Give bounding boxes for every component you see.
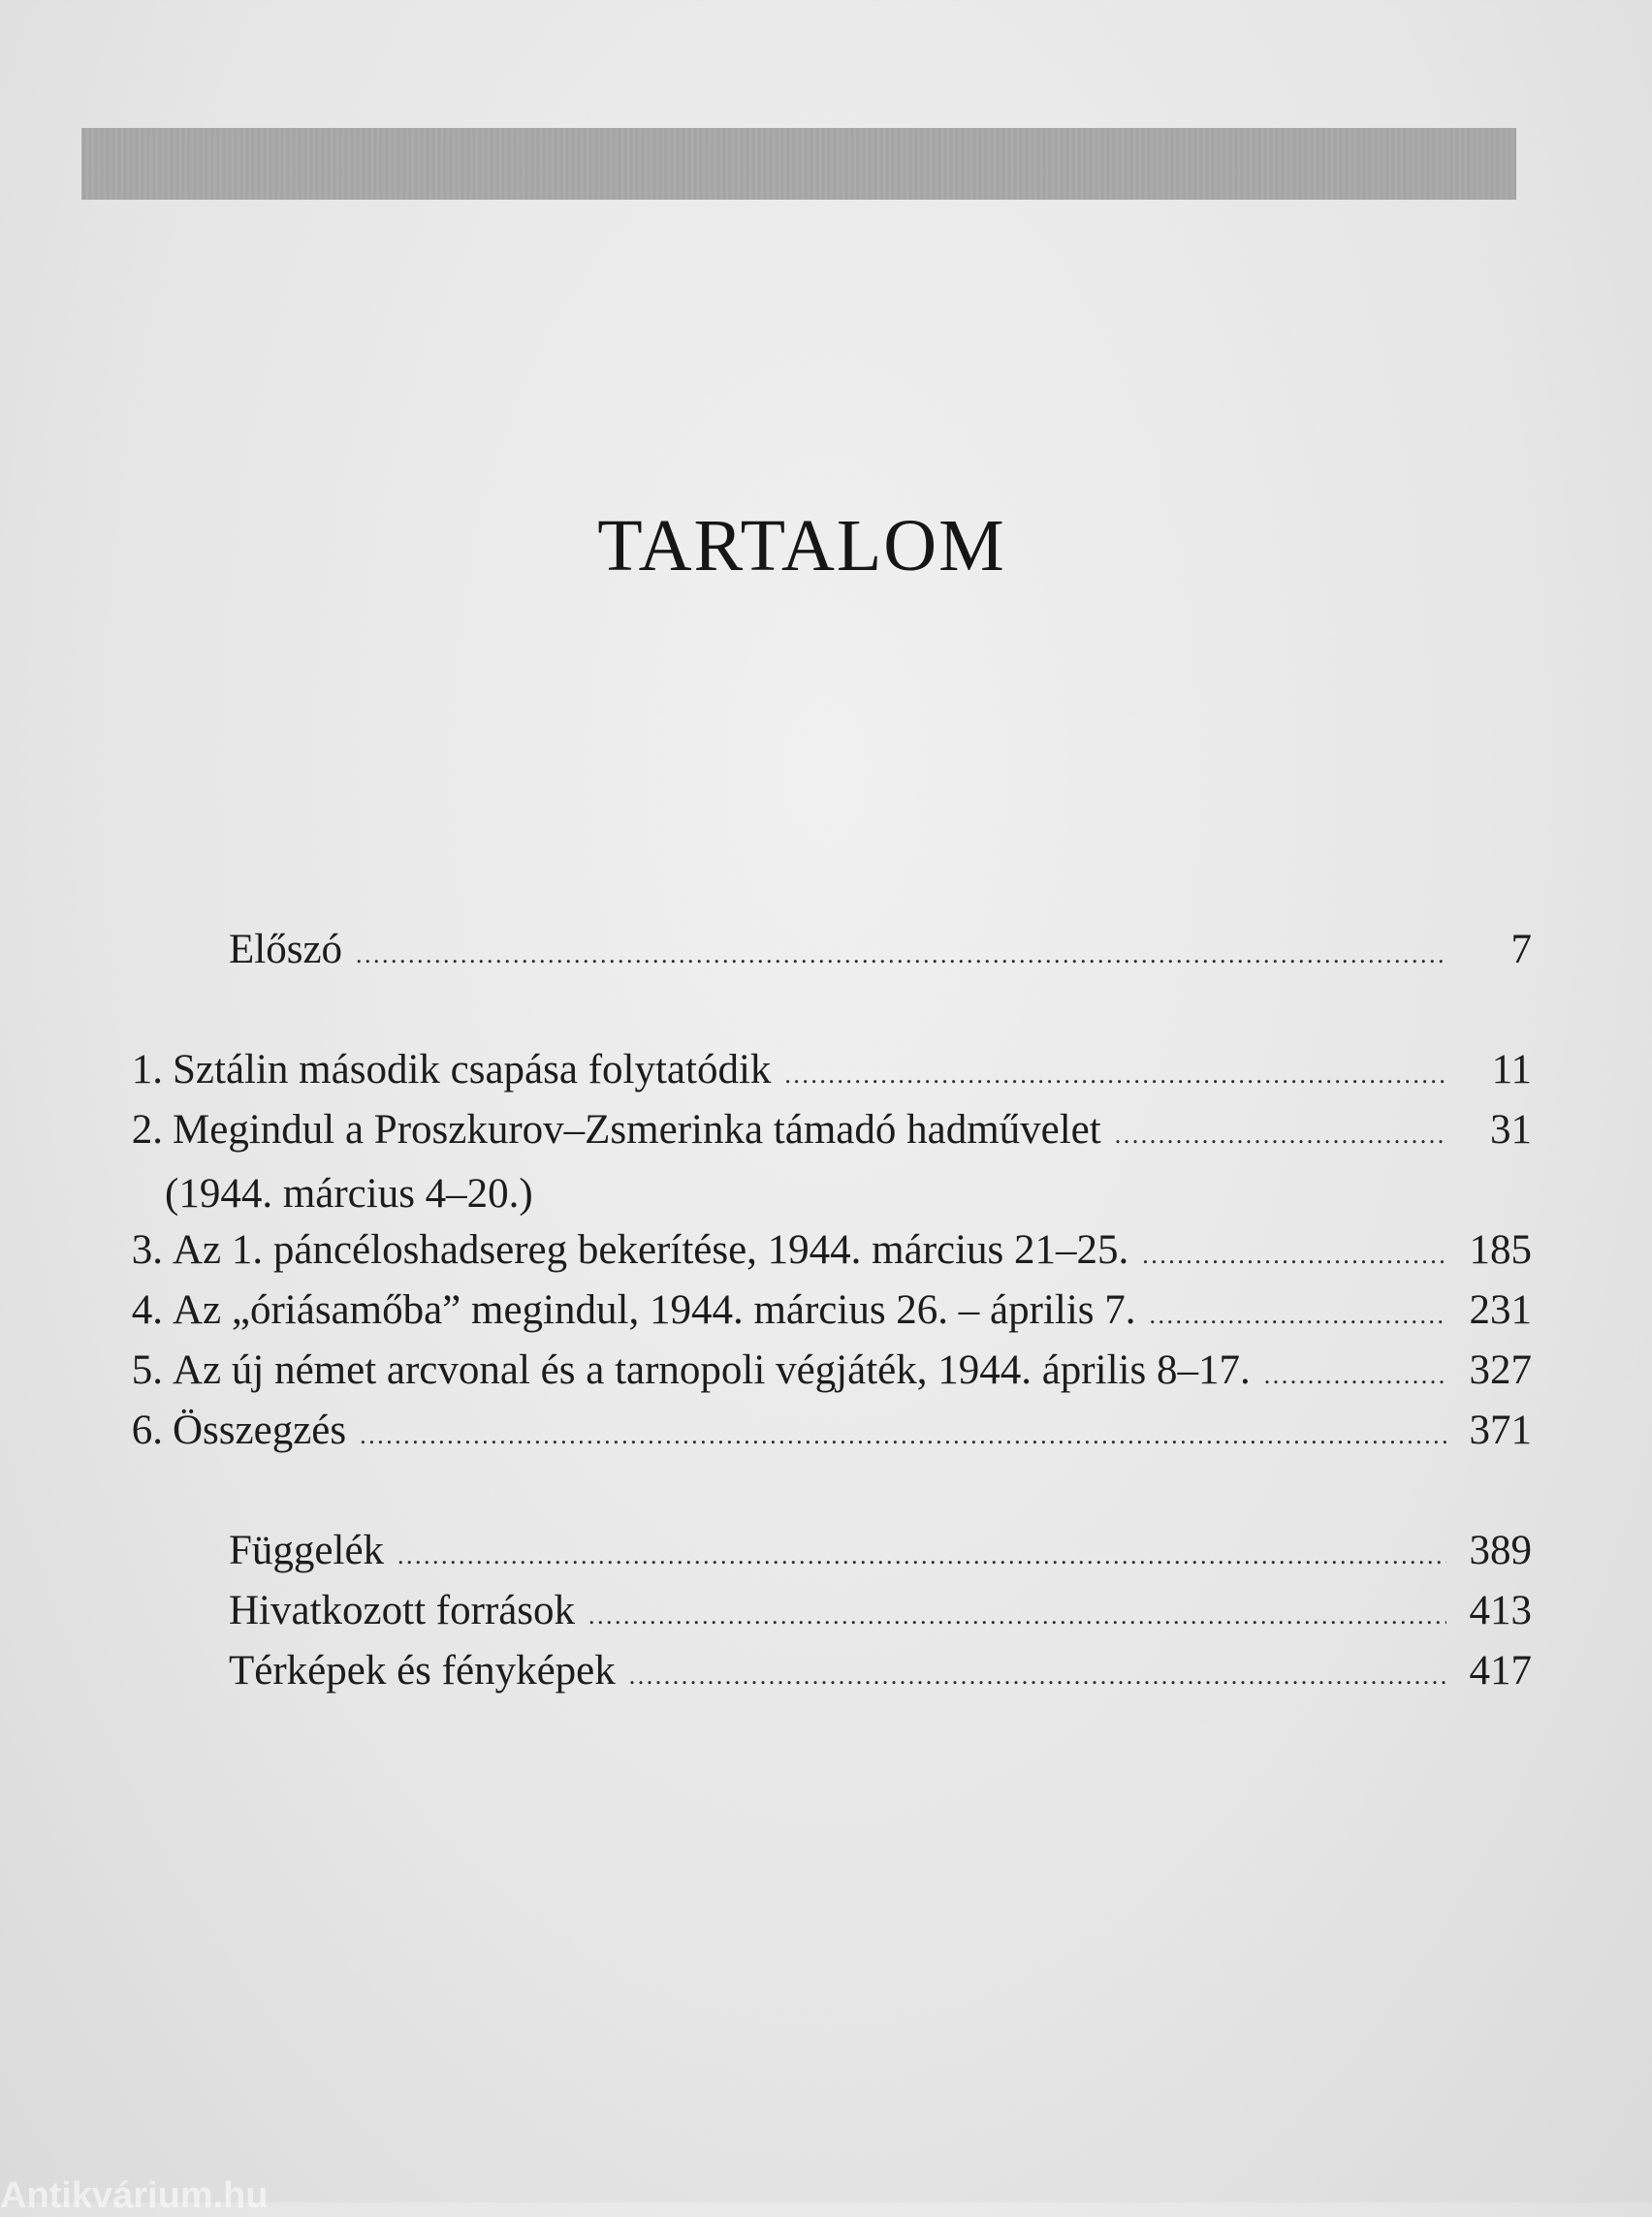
toc-entry-title: Hivatkozott források (229, 1588, 576, 1633)
toc-entry-page: 413 (1469, 1588, 1532, 1633)
toc-dot-leader (784, 1046, 1446, 1093)
toc-entry-foreword (107, 926, 1532, 986)
toc-entry-maps-photos (107, 1647, 1532, 1707)
toc-entry-page: 7 (1510, 927, 1532, 972)
toc-entry-page: 11 (1491, 1047, 1532, 1093)
toc-entry-chapter-4 (107, 1286, 1532, 1346)
toc-entry-page: 417 (1469, 1648, 1532, 1694)
toc-entry-chapter-2 (107, 1106, 1532, 1166)
toc-dot-leader (588, 1587, 1446, 1634)
toc-entry-continuation: (1944. március 4–20.) (165, 1171, 533, 1217)
toc-entry-number: 3. (131, 1227, 163, 1273)
toc-entry-chapter-6 (107, 1407, 1532, 1467)
toc-entry-title: Sztálin második csapása folytatódik (173, 1047, 772, 1093)
toc-entry-title: Az 1. páncéloshadsereg bekerítése, 1944. március 21–25. (173, 1227, 1129, 1273)
toc-entry-title: Az új német arcvonal és a tarnopoli végjáték, 1944. április 8–17. (173, 1347, 1251, 1393)
toc-entry-page: 371 (1469, 1408, 1532, 1453)
toc-entry-chapter-1 (107, 1046, 1532, 1106)
toc-dot-leader (360, 1407, 1446, 1454)
toc-entry-page: 327 (1469, 1347, 1532, 1393)
toc-entry-title: Megindul a Proszkurov–Zsmerinka támadó hadművelet (173, 1107, 1101, 1153)
toc-dot-leader (397, 1527, 1446, 1574)
toc-dot-leader (1150, 1286, 1446, 1334)
toc-entry-chapter-3 (107, 1226, 1532, 1286)
toc-entry-title: Térképek és fényképek (229, 1648, 616, 1694)
toc-entry-number: 4. (131, 1287, 163, 1333)
page-title: TARTALOM (597, 505, 1006, 586)
toc-entry-chapter-5 (107, 1346, 1532, 1407)
toc-entry-number: 2. (131, 1107, 163, 1153)
toc-entry-number: 5. (131, 1347, 163, 1393)
toc-entry-number: 6. (131, 1408, 163, 1453)
toc-entry-appendix (107, 1527, 1532, 1587)
toc-entry-title: Az „óriásamőba” megindul, 1944. március 26. – április 7. (173, 1287, 1136, 1333)
toc-dot-leader (1264, 1346, 1446, 1394)
toc-dot-leader (356, 926, 1446, 973)
toc-entry-page: 389 (1469, 1528, 1532, 1573)
watermark: Antikvárium.hu (0, 2175, 269, 2216)
toc-entry-number: 1. (131, 1047, 163, 1093)
toc-entry-page: 31 (1490, 1107, 1532, 1153)
toc-dot-leader (1142, 1226, 1446, 1274)
toc-entry-sources (107, 1587, 1532, 1647)
toc-dot-leader (629, 1647, 1446, 1694)
toc-entry-page: 231 (1469, 1287, 1532, 1333)
toc-entry-page: 185 (1469, 1227, 1532, 1273)
toc-entry-title: Előszó (229, 927, 343, 972)
toc-entry-title: Összegzés (173, 1408, 347, 1453)
toc-dot-leader (1115, 1106, 1446, 1154)
toc-entry-title: Függelék (229, 1528, 385, 1573)
